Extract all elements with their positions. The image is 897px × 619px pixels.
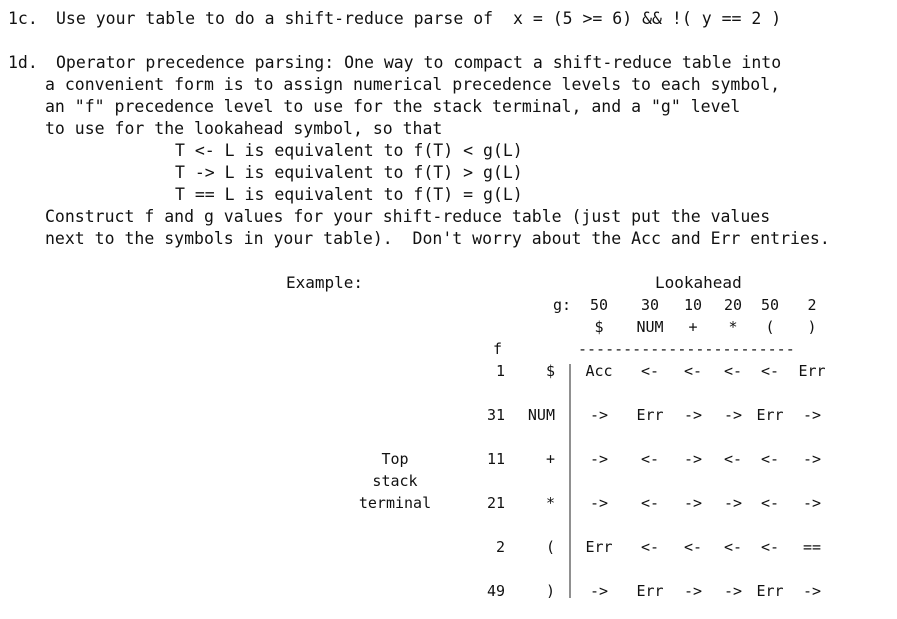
stack-symbol: + [545, 450, 555, 468]
g-value: 10 [683, 296, 703, 314]
table-cell: Err [756, 582, 784, 600]
table-cell: -> [802, 582, 822, 600]
table-cell: Err [798, 362, 826, 380]
table-cell: == [802, 538, 822, 556]
table-cell: <- [640, 450, 660, 468]
g-value: 30 [640, 296, 660, 314]
q1d-line-3: an "f" precedence level to use for the stack terminal, and a "g" level [45, 97, 741, 116]
q1c-text: Use your table to do a shift-reduce parse of x = (5 >= 6) && !( y == 2 ) [56, 9, 782, 28]
table-cell: <- [683, 362, 703, 380]
lookahead-symbol: + [688, 318, 698, 336]
f-label: f [493, 340, 503, 358]
row-label-terminal: terminal [358, 494, 432, 512]
table-cell: <- [760, 362, 780, 380]
stack-symbol: ) [545, 582, 555, 600]
table-cell: <- [760, 538, 780, 556]
table-cell: -> [723, 582, 743, 600]
q1d-line-2: a convenient form is to assign numerical precedence levels to each symbol, [45, 75, 781, 94]
example-label: Example: [286, 273, 364, 292]
g-value: 50 [760, 296, 780, 314]
table-cell: Acc [585, 362, 613, 380]
lookahead-symbol: ) [807, 318, 817, 336]
table-cell: -> [723, 406, 743, 424]
stack-symbol: NUM [527, 406, 555, 424]
table-cell: -> [589, 494, 609, 512]
stack-symbol: ( [545, 538, 555, 556]
table-cell: <- [640, 362, 660, 380]
lookahead-label: Lookahead [655, 273, 742, 292]
table-cell: -> [683, 406, 703, 424]
table-cell: Err [636, 406, 664, 424]
table-separator: ------------------------ [578, 340, 795, 358]
table-cell: -> [683, 494, 703, 512]
q1d-line-4: to use for the lookahead symbol, so that [45, 119, 443, 138]
table-cell: -> [589, 582, 609, 600]
g-value: 20 [723, 296, 743, 314]
table-cell: <- [640, 494, 660, 512]
table-cell: <- [640, 538, 660, 556]
table-cell: <- [723, 362, 743, 380]
q1d-rule-3: T == L is equivalent to f(T) = g(L) [175, 185, 523, 204]
f-value: 11 [486, 450, 505, 468]
table-cell: -> [589, 450, 609, 468]
table-cell: -> [802, 450, 822, 468]
table-cell: <- [683, 538, 703, 556]
stack-symbol: $ [545, 362, 555, 380]
lookahead-symbol: $ [594, 318, 604, 336]
table-cell: -> [683, 582, 703, 600]
f-value: 21 [486, 494, 505, 512]
lookahead-symbol: NUM [636, 318, 664, 336]
f-value: 31 [486, 406, 505, 424]
q1d-closing-2: next to the symbols in your table). Don't worry about the Acc and Err entries. [45, 229, 830, 248]
table-cell: -> [802, 406, 822, 424]
table-cell: -> [723, 494, 743, 512]
table-cell: Err [756, 406, 784, 424]
f-value: 2 [495, 538, 505, 556]
g-label: g: [553, 296, 572, 314]
q1d-closing-1: Construct f and g values for your shift-reduce table (just put the values [45, 207, 771, 226]
f-value: 49 [486, 582, 505, 600]
table-cell: Err [636, 582, 664, 600]
table-cell: <- [723, 538, 743, 556]
lookahead-symbol: ( [765, 318, 775, 336]
table-cell: -> [683, 450, 703, 468]
table-cell: Err [585, 538, 613, 556]
g-value: 50 [589, 296, 609, 314]
lookahead-symbol: * [728, 318, 738, 336]
table-cell: <- [723, 450, 743, 468]
q1d-rule-2: T -> L is equivalent to f(T) > g(L) [175, 163, 523, 182]
row-label-top: Top [381, 450, 409, 468]
stack-symbol: * [545, 494, 555, 512]
q1d-number: 1d. [8, 53, 38, 72]
row-label-stack: stack [372, 472, 418, 490]
q1c-number: 1c. [8, 9, 38, 28]
table-cell: -> [802, 494, 822, 512]
q1d-rule-1: T <- L is equivalent to f(T) < g(L) [175, 141, 523, 160]
g-value: 2 [807, 296, 817, 314]
q1d-line-1: Operator precedence parsing: One way to compact a shift-reduce table into [56, 53, 782, 72]
table-cell: <- [760, 494, 780, 512]
f-value: 1 [495, 362, 505, 380]
table-cell: -> [589, 406, 609, 424]
table-cell: <- [760, 450, 780, 468]
